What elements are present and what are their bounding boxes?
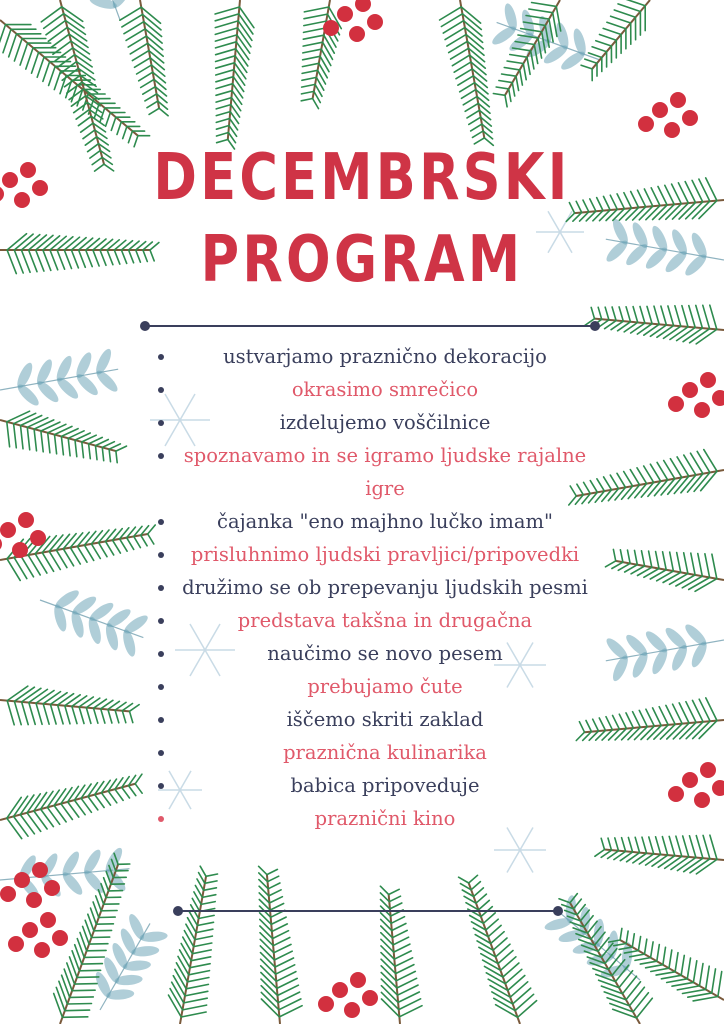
divider-dot (553, 906, 563, 916)
pine-needles (259, 866, 303, 1017)
pine-needles (585, 305, 717, 344)
berry (44, 880, 60, 896)
title-line-2: PROGRAM (200, 223, 524, 297)
berry (32, 862, 48, 878)
eucalyptus-leaf (104, 622, 121, 652)
pine-needles (606, 549, 717, 591)
berry (700, 372, 716, 388)
program-item: okrasimo smrečico (150, 373, 590, 406)
berry (20, 162, 36, 178)
pine-needles (7, 686, 139, 725)
bottom-divider (178, 910, 558, 912)
berry (26, 892, 42, 908)
berry (668, 786, 684, 802)
divider-dot (140, 321, 150, 331)
pine-needles (459, 875, 537, 1017)
berry (22, 922, 38, 938)
berry (318, 996, 334, 1012)
pine-needles (215, 7, 254, 149)
pine-needles (7, 774, 142, 838)
berry (40, 912, 56, 928)
berry (638, 116, 654, 132)
divider-dot (173, 906, 183, 916)
berry (323, 20, 339, 36)
berry (18, 512, 34, 528)
berry (349, 26, 365, 42)
program-item: praznična kulinarika (150, 736, 590, 769)
program-item: družimo se ob prepevanju ljudskih pesmi (150, 571, 590, 604)
berry (12, 542, 28, 558)
program-item: prebujamo čute (150, 670, 590, 703)
eucalyptus-leaf (502, 2, 519, 32)
eucalyptus-leaf (663, 625, 690, 652)
berry (2, 172, 18, 188)
pine-stem (0, 420, 116, 451)
eucalyptus-leaf (69, 609, 86, 639)
top-divider (145, 325, 595, 327)
eucalyptus-leaf (571, 27, 588, 57)
pine-stem (0, 20, 138, 136)
berry (30, 530, 46, 546)
berry (712, 780, 724, 796)
program-item: iščemo skriti zaklad (150, 703, 590, 736)
berry (14, 192, 30, 208)
program-item: ustvarjamo praznično dekoracijo (150, 340, 590, 373)
eucalyptus-leaf (121, 628, 138, 658)
berry (700, 762, 716, 778)
berry (350, 972, 366, 988)
berry (0, 522, 16, 538)
berry (32, 180, 48, 196)
berry (682, 772, 698, 788)
berry (712, 390, 724, 406)
berry (0, 886, 16, 902)
program-item: prisluhnimo ljudski pravljici/pripovedki (150, 538, 590, 571)
berry (682, 382, 698, 398)
pine-needles (576, 698, 717, 741)
program-item: predstava takšna in drugačna (150, 604, 590, 637)
berry (664, 122, 680, 138)
divider-dot (590, 321, 600, 331)
pine-needles (380, 886, 422, 1017)
program-item: izdelujemo voščilnice (150, 406, 590, 439)
title-line-1: DECEMBRSKI (153, 141, 571, 215)
pine-needles (169, 866, 218, 1017)
pine-needles (581, 0, 645, 81)
program-item: naučimo se novo pesem (150, 637, 590, 670)
berry (682, 110, 698, 126)
berry (367, 14, 383, 30)
berry (332, 982, 348, 998)
berry (362, 990, 378, 1006)
berry (652, 102, 668, 118)
pine-needles (440, 7, 494, 146)
berry (694, 402, 710, 418)
eucalyptus-leaf (34, 378, 61, 405)
berry (670, 92, 686, 108)
berry (668, 396, 684, 412)
program-item: spoznavamo in se igramo ljudske rajalne igre (150, 439, 590, 505)
program-item: praznični kino (150, 802, 590, 835)
program-item: babica pripoveduje (150, 769, 590, 802)
program-list (150, 340, 590, 835)
berry (8, 936, 24, 952)
eucalyptus-leaf (86, 616, 103, 646)
berry (694, 792, 710, 808)
berry (344, 1002, 360, 1018)
berry (14, 872, 30, 888)
eucalyptus-leaf (52, 603, 69, 633)
berry (337, 6, 353, 22)
berry (52, 930, 68, 946)
program-item: čajanka "eno majhno lučko imam" (150, 505, 590, 538)
pine-needles (569, 450, 717, 505)
berry (0, 536, 2, 552)
pine-needles (7, 525, 155, 580)
berry (355, 0, 371, 12)
berry (0, 186, 4, 202)
berry (34, 942, 50, 958)
